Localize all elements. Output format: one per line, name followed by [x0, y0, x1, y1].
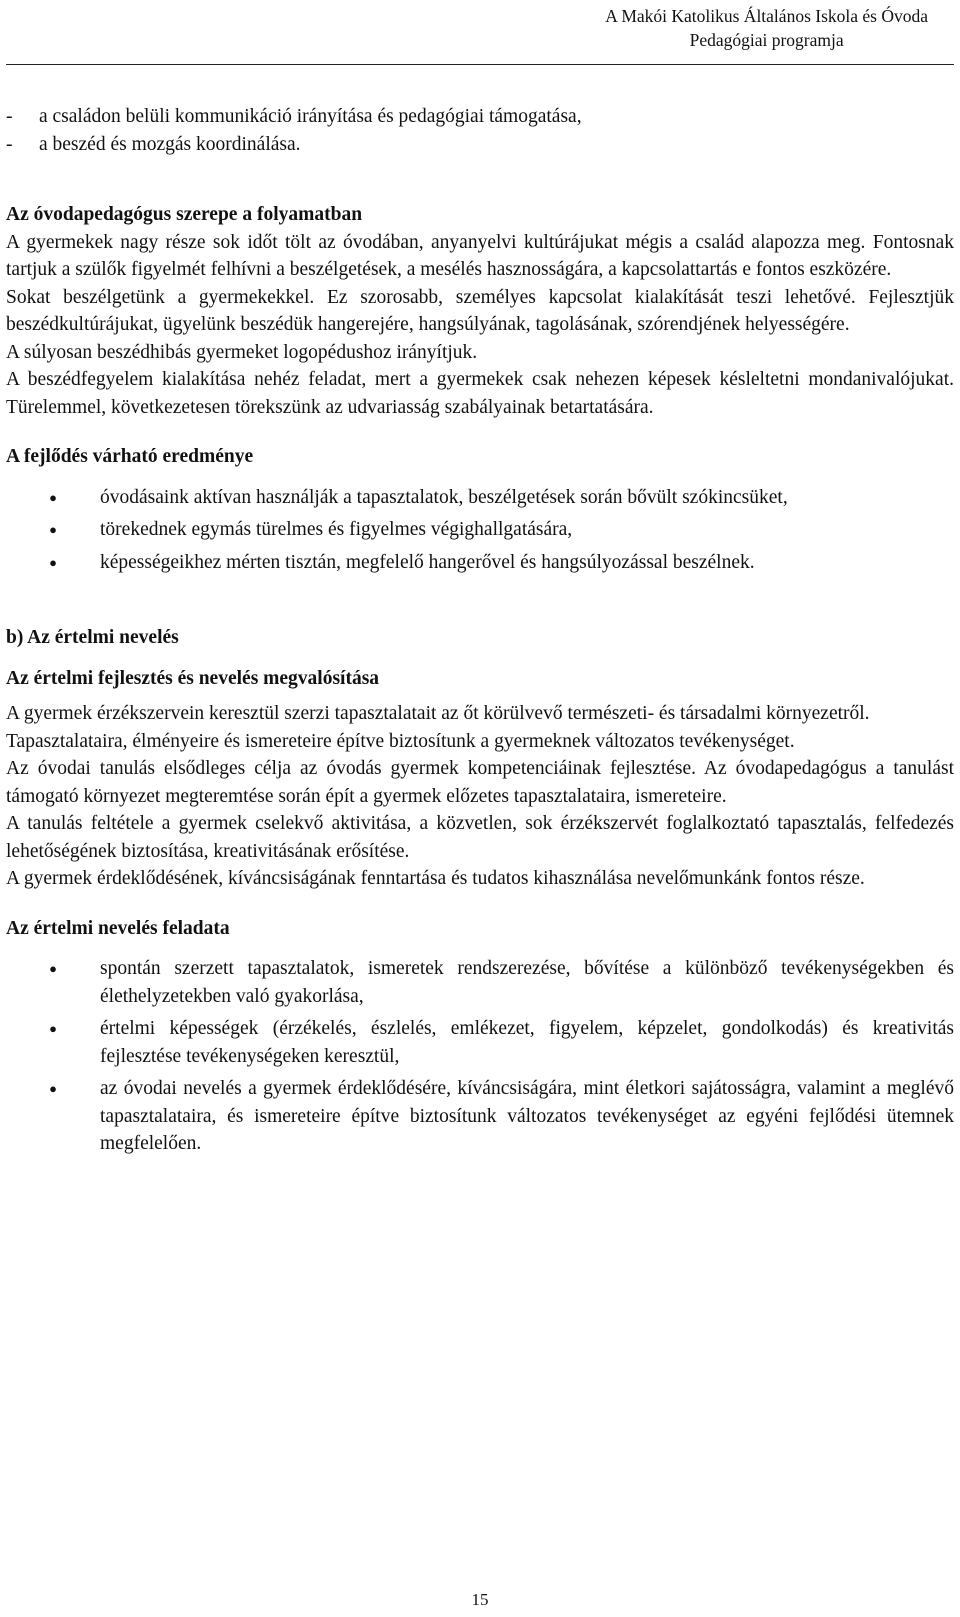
- page-content: [6, 103, 954, 1163]
- list-item: [6, 549, 954, 577]
- list-item: [6, 484, 954, 512]
- bullet-list: [6, 955, 954, 1158]
- section-heading: Az értelmi fejlesztés és nevelés megvalósítása: [6, 667, 380, 689]
- paragraph: A gyermek érdeklődésének, kíváncsiságának fenntartása és tudatos kihasználása nevelőmunkánk fontos része.: [6, 868, 865, 889]
- header-school-name: A Makói Katolikus Általános Iskola és Óvoda: [605, 6, 928, 26]
- section-title: b) Az értelmi nevelés: [6, 627, 179, 648]
- section-heading: Az óvodapedagógus szerepe a folyamatban: [6, 204, 363, 225]
- bullet-icon: ●: [49, 554, 57, 570]
- section-heading: Az értelmi nevelés feladata: [6, 917, 230, 939]
- paragraph: A súlyosan beszédhibás gyermeket logopédushoz irányítjuk.: [6, 341, 478, 363]
- dash-list-item: [6, 131, 954, 159]
- paragraph: A tanulás feltétele a gyermek cselekvő aktivitása, a közvetlen, sok érzékszervét foglalkoztató tapasztalás, felfedezés lehetőségének biztosítása, kreativitásának erősítése.: [6, 813, 954, 862]
- paragraph: A gyermek érzékszervein keresztül szerzi tapasztalatait az őt körülvevő természeti- és társadalmi környezetről.: [6, 703, 870, 724]
- dash-list-item: [6, 103, 954, 131]
- dash-item-text: a családon belüli kommunikáció irányítása és pedagógiai támogatása,: [39, 106, 582, 127]
- list-item-text: spontán szerzett tapasztalatok, ismeretek rendszerezése, bővítése a különböző tevékenységekben és élethelyzetekben való gyakorlása,: [100, 958, 954, 1007]
- list-item: [6, 1075, 954, 1158]
- paragraph: A beszédfegyelem kialakítása nehéz feladat, mert a gyermekek csak nehezen képesek késleltetni mondanivalójukat. Türelemmel, következetesen törekszünk az udvariasság szabályainak betartatására.: [6, 369, 954, 418]
- paragraph: Az óvodai tanulás elsődleges célja az óvodás gyermek kompetenciáinak fejlesztése. Az óvodapedagógus a tanulást támogató környezet megteremtése során épít a gyermek előzetes tapasztalataira, ismereteire.: [6, 758, 954, 807]
- list-item-text: képességeikhez mérten tisztán, megfelelő hangerővel és hangsúlyozással beszélnek.: [100, 551, 755, 573]
- bullet-icon: ●: [49, 489, 57, 505]
- list-item: [6, 1015, 954, 1070]
- section-heading: A fejlődés várható eredménye: [6, 446, 254, 467]
- bullet-icon: ●: [49, 1081, 57, 1096]
- list-item: [6, 516, 954, 544]
- bullet-icon: ●: [49, 1021, 57, 1036]
- dash-marker: -: [6, 133, 13, 155]
- header-divider: [6, 64, 954, 65]
- paragraph: Tapasztalataira, élményeire és ismereteire építve biztosítunk a gyermeknek változatos tevékenységet.: [6, 730, 795, 752]
- dash-marker: -: [6, 106, 13, 127]
- list-item: [6, 955, 954, 1010]
- dash-item-text: a beszéd és mozgás koordinálása.: [39, 133, 301, 155]
- list-item-text: értelmi képességek (érzékelés, észlelés, emlékezet, figyelem, képzelet, gondolkodás) és kreativitás fejlesztése tevékenységeken keresztül,: [100, 1018, 954, 1067]
- bullet-list: [6, 484, 954, 577]
- paragraph: Sokat beszélgetünk a gyermekekkel. Ez szorosabb, személyes kapcsolat kialakítását teszi lehetővé. Fejlesztjük beszédkultúrájukat, ügyelünk beszédük hangerejére, hangsúlyának, tagolásának, szórendjének helyességére.: [6, 286, 954, 335]
- page-header: [605, 4, 928, 52]
- page-number: 15: [471, 1590, 489, 1609]
- list-item-text: óvodásaink aktívan használják a tapasztalatok, beszélgetések során bővült szókincsüket,: [100, 486, 788, 508]
- bullet-icon: ●: [49, 522, 57, 537]
- list-item-text: az óvodai nevelés a gyermek érdeklődésére, kíváncsiságára, mint életkori sajátosságra, valamint a meglévő tapasztalataira, és ismereteire építve biztosítunk változatos tevékenységet az egyéni fejlődési ütemnek megfelelően.: [100, 1078, 954, 1154]
- header-document-title: Pedagógiai programja: [689, 30, 844, 50]
- bullet-icon: ●: [49, 961, 57, 976]
- paragraph: A gyermekek nagy része sok időt tölt az óvodában, anyanyelvi kultúrájukat mégis a család alapozza meg. Fontosnak tartjuk a szülők figyelmét felhívni a beszélgetések, a mesélés hasznosságára, a kapcsolattartás e fontos eszközére.: [6, 231, 954, 280]
- list-item-text: törekednek egymás türelmes és figyelmes végighallgatására,: [100, 519, 573, 540]
